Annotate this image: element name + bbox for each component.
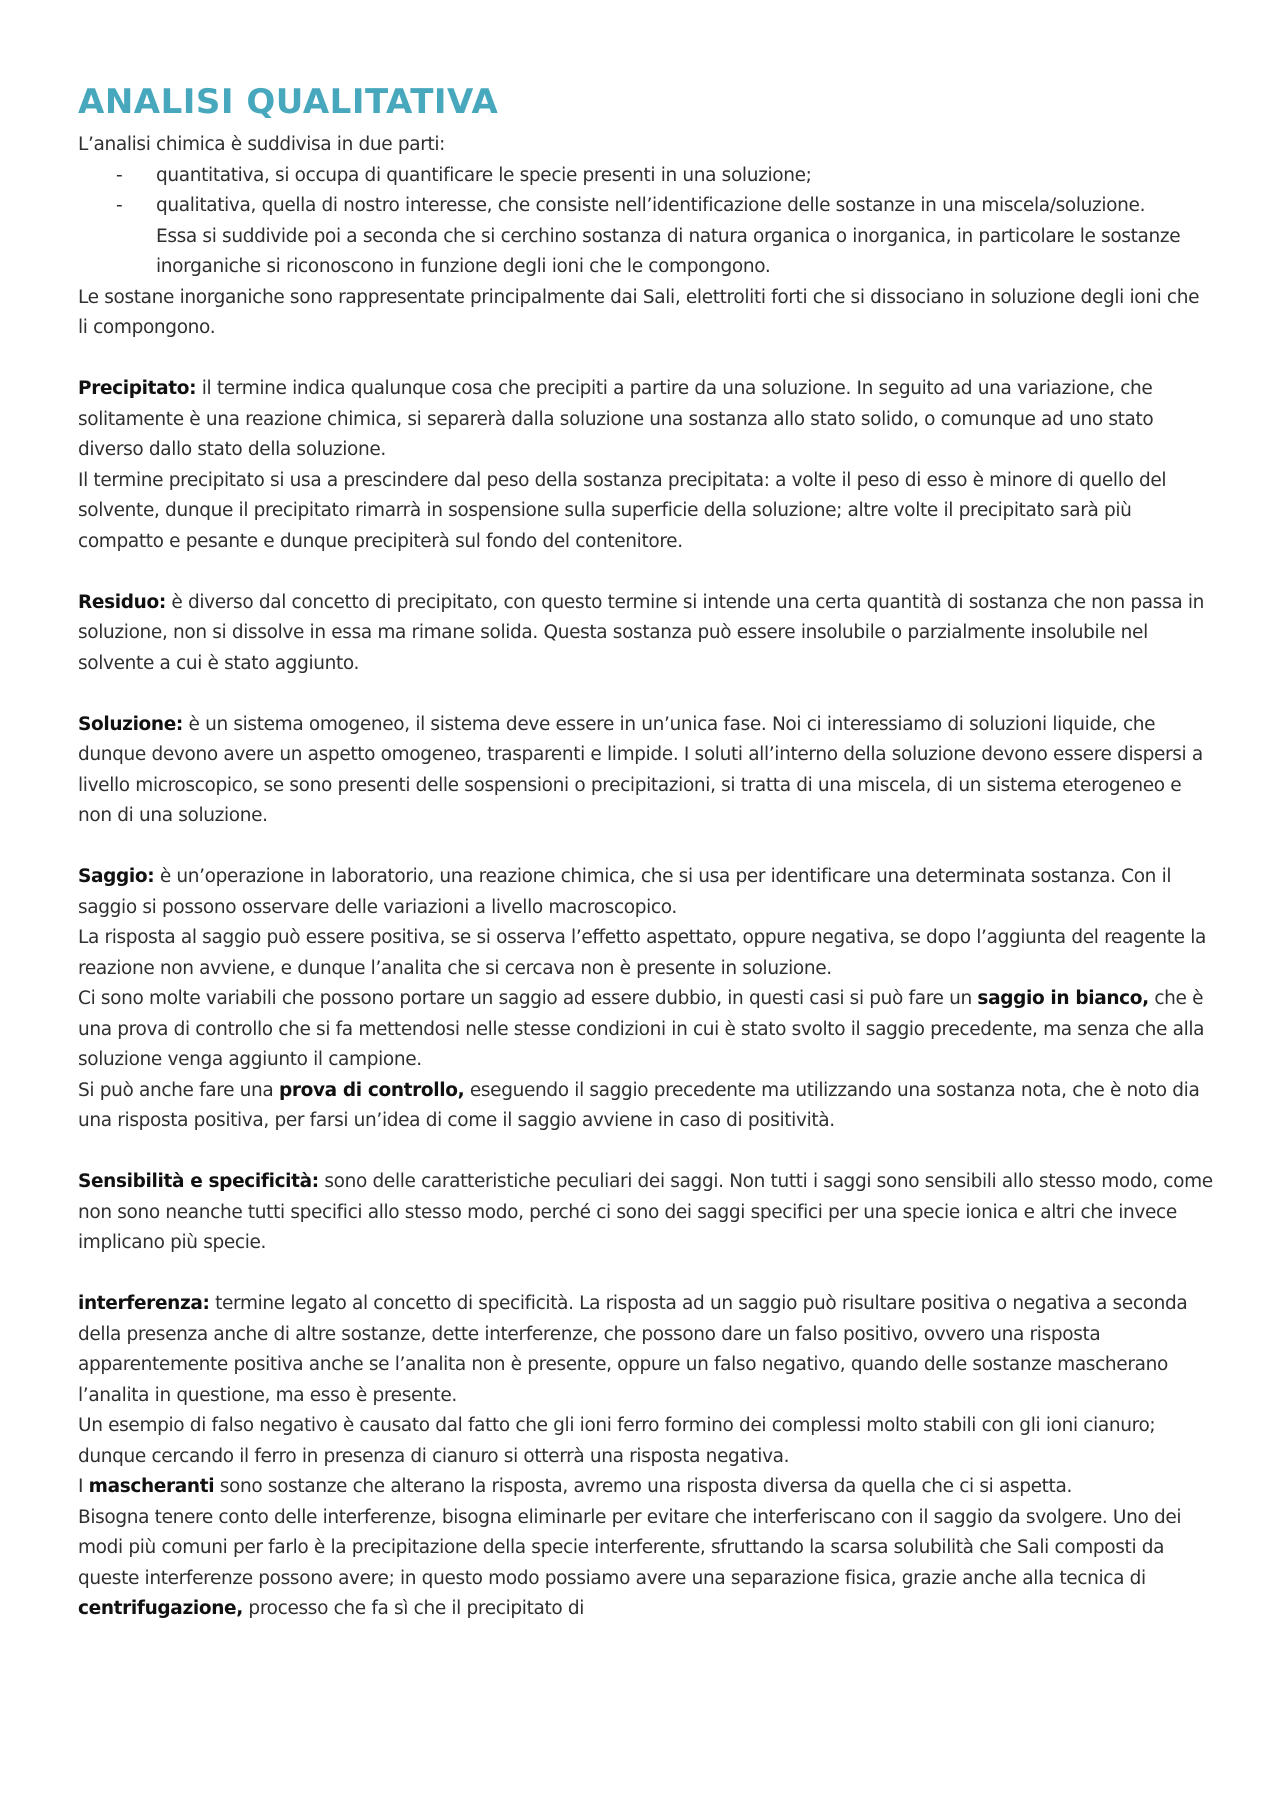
prova-di-controllo-term: prova di controllo, xyxy=(278,1079,465,1101)
interferenza-paragraph-4 xyxy=(78,1503,1213,1625)
sensibilita-text: sono delle caratteristiche peculiari dei saggi. Non tutti i saggi sono sensibili allo stesso modo, come non sono neanche tutti specifici allo stesso modo, perché ci sono dei saggi specifici per una specie ionica e altri che invece implicano più specie. xyxy=(78,1171,1213,1253)
saggio-in-bianco-term: saggio in bianco, xyxy=(977,988,1149,1009)
term-label: interferenza: xyxy=(78,1293,210,1314)
page-title: ANALISI QUALITATIVA xyxy=(78,82,499,122)
saggio-paragraph xyxy=(78,862,1213,923)
saggio-paragraph-3 xyxy=(78,984,1213,1076)
list-item-qualitativa xyxy=(78,191,1213,283)
interferenza-p3-text-end: sono sostanze che alterano la risposta, avremo una risposta diversa da quella che ci si aspetta. xyxy=(214,1476,1072,1497)
saggio-p4-text: Si può anche fare una xyxy=(78,1079,279,1101)
saggio-p3-text: Ci sono molte variabili che possono portare un saggio ad essere dubbio, in questi casi si può fare un xyxy=(78,988,978,1009)
list-item-quantitativa xyxy=(78,161,1213,192)
interferenza-p4-text-end: processo che fa sì che il precipitato di xyxy=(242,1598,585,1619)
precipitato-paragraph xyxy=(78,374,1213,466)
sensibilita-paragraph xyxy=(78,1167,1213,1259)
intro-after-paragraph: Le sostane inorganiche sono rappresentate principalmente dai Sali, elettroliti forti che si dissociano in soluzione degli ioni che li compongono. xyxy=(78,286,1200,338)
residuo-paragraph xyxy=(78,588,1213,680)
interferenza-text: termine legato al concetto di specificità. La risposta ad un saggio può risultare positiva o negativa a seconda della presenza anche di altre sostanze, dette interferenze, che possono dare un falso positivo, ovvero una risposta apparentemente positiva anche se l’analita non è presente, oppure un falso negativo, quando delle sostanze mascherano l’analita in questione, ma esso è presente. xyxy=(78,1293,1188,1406)
list-item-text: quantitativa, si occupa di quantificare le specie presenti in una soluzione; xyxy=(156,164,812,186)
term-label: Saggio: xyxy=(78,866,155,887)
centrifugazione-term: centrifugazione, xyxy=(78,1598,243,1619)
list-dash: - xyxy=(116,195,123,216)
interferenza-paragraph-2: Un esempio di falso negativo è causato dal fatto che gli ioni ferro formino dei complessi molto stabili con gli ioni cianuro; dunque cercando il ferro in presenza di cianuro si otterrà una risposta negativa. xyxy=(78,1415,1156,1467)
analysis-types-list xyxy=(78,161,1213,283)
term-label: Residuo: xyxy=(78,591,166,613)
interferenza-p4-text: Bisogna tenere conto delle interferenze, bisogna eliminarle per evitare che interferiscano con il saggio da svolgere. Uno dei modi più comuni per farlo è la precipitazione della specie interferente, sfruttando la scarsa solubilità che Sali composti da queste interferenze possono avere; in questo modo possiamo avere una separazione fisica, grazie anche alla tecnica di xyxy=(78,1506,1182,1589)
soluzione-paragraph xyxy=(78,710,1213,832)
saggio-text: è un’operazione in laboratorio, una reazione chimica, che si usa per identificare una determinata sostanza. Con il saggio si possono osservare delle variazioni a livello macroscopico. xyxy=(78,866,1172,918)
term-label: Sensibilità e specificità: xyxy=(78,1171,319,1192)
list-dash: - xyxy=(116,164,123,186)
term-label: Precipitato: xyxy=(78,378,197,399)
saggio-p4-text-end: eseguendo il saggio precedente ma utilizzando una sostanza nota, che è noto dia una risposta positiva, per farsi un’idea di come il saggio avviene in caso di positività. xyxy=(78,1079,1200,1131)
list-item-text: qualitativa, quella di nostro interesse, che consiste nell’identificazione delle sostanze in una miscela/soluzione. xyxy=(156,195,1146,216)
saggio-paragraph-4 xyxy=(78,1076,1213,1137)
section-soluzione xyxy=(78,710,1213,832)
saggio-p3-text-end: che è una prova di controllo che si fa mettendosi nelle stesse condizioni in cui è stato svolto il saggio precedente, ma senza che alla soluzione venga aggiunto il campione. xyxy=(78,988,1205,1070)
section-interferenza xyxy=(78,1289,1213,1625)
interferenza-paragraph-3 xyxy=(78,1472,1213,1503)
saggio-paragraph-2: La risposta al saggio può essere positiva, se si osserva l’effetto aspettato, oppure negativa, se dopo l’aggiunta del reagente la reazione non avviene, e dunque l’analita che si cercava non è presente in soluzione. xyxy=(78,927,1206,979)
soluzione-text: è un sistema omogeneo, il sistema deve essere in un’unica fase. Noi ci interessiamo di soluzioni liquide, che dunque devono avere un aspetto omogeneo, trasparenti e limpide. I soluti all’interno della soluzione devono essere dispersi a livello microscopico, se sono presenti delle sospensioni o precipitazioni, si tratta di una miscela, di un sistema eterogeneo e non di una soluzione. xyxy=(78,713,1203,826)
term-label: Soluzione: xyxy=(78,713,183,735)
precipitato-text: il termine indica qualunque cosa che precipiti a partire da una soluzione. In seguito ad una variazione, che solitamente è una reazione chimica, si separerà dalla soluzione una sostanza allo stato solido, o comunque ad uno stato diverso dallo stato della soluzione. xyxy=(78,378,1154,460)
section-sensibilita xyxy=(78,1167,1213,1259)
interferenza-p3-text: I xyxy=(78,1476,89,1497)
section-residuo xyxy=(78,588,1213,680)
document-page xyxy=(78,80,1213,1625)
precipitato-paragraph-2: Il termine precipitato si usa a prescindere dal peso della sostanza precipitata: a volte il peso di esso è minore di quello del solvente, dunque il precipitato rimarrà in sospensione sulla superficie della soluzione; altre volte il precipitato sarà più compatto e pesante e dunque precipiterà sul fondo del contenitore. xyxy=(78,469,1167,552)
section-precipitato xyxy=(78,374,1213,557)
list-item-continuation: Essa si suddivide poi a seconda che si cerchino sostanza di natura organica o inorganica, in particolare le sostanze inorganiche si riconoscono in funzione degli ioni che le compongono. xyxy=(156,225,1181,277)
residuo-text: è diverso dal concetto di precipitato, con questo termine si intende una certa quantità di sostanza che non passa in soluzione, non si dissolve in essa ma rimane solida. Questa sostanza può essere insolubile o parzialmente insolubile nel solvente a cui è stato aggiunto. xyxy=(78,591,1205,674)
intro-paragraph: L’analisi chimica è suddivisa in due parti: xyxy=(78,134,446,155)
mascheranti-term: mascheranti xyxy=(88,1476,215,1497)
interferenza-paragraph xyxy=(78,1289,1213,1411)
section-saggio xyxy=(78,862,1213,1137)
